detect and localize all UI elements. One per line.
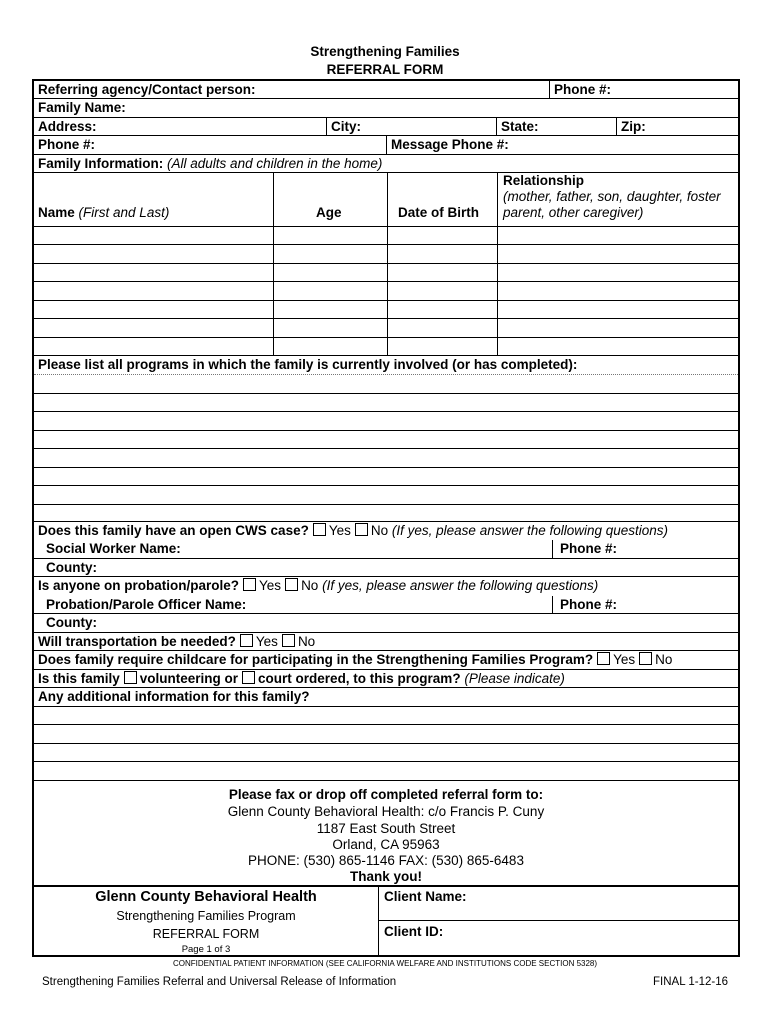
footer-left: Strengthening Families Referral and Universal Release of Information (42, 976, 397, 988)
cws-yes-label: Yes (328, 523, 351, 538)
fax-line4: PHONE: (530) 865-1146 FAX: (530) 865-6483 (248, 853, 524, 868)
volunteering-checkbox[interactable] (124, 671, 137, 684)
page-number: Page 1 of 3 (181, 944, 231, 955)
age-header: Age (316, 205, 342, 220)
referring-phone-label: Phone #: (554, 82, 612, 97)
programs-line[interactable] (34, 468, 738, 486)
family-table-row[interactable] (34, 338, 738, 356)
address-label: Address: (38, 119, 97, 134)
childcare-yes-checkbox[interactable] (597, 652, 610, 665)
programs-line[interactable] (34, 394, 738, 412)
cws-yes-checkbox[interactable] (313, 523, 326, 536)
message-phone-label: Message Phone #: (391, 137, 509, 152)
social-worker-row (34, 540, 738, 559)
name-header-title: Name (38, 205, 75, 220)
family-table-row[interactable] (34, 301, 738, 319)
family-table-row[interactable] (34, 264, 738, 282)
family-table-row[interactable] (34, 227, 738, 245)
additional-row (34, 688, 738, 707)
referral-form (32, 79, 740, 957)
probation-yes-checkbox[interactable] (243, 578, 256, 591)
cws-county-row (34, 559, 738, 577)
childcare-question (38, 652, 672, 667)
transport-question (38, 634, 315, 649)
family-table-row[interactable] (34, 282, 738, 301)
cws-no-checkbox[interactable] (355, 523, 368, 536)
transport-question-text: Will transportation be needed? (38, 634, 236, 649)
additional-label: Any additional information for this family? (38, 689, 310, 704)
relationship-note-2: parent, other caregiver) (503, 205, 644, 220)
cws-note: (If yes, please answer the following questions) (391, 523, 669, 538)
probation-no-checkbox[interactable] (285, 578, 298, 591)
family-table-row[interactable] (34, 245, 738, 264)
cws-question-text: Does this family have an open CWS case? (38, 523, 309, 538)
programs-line[interactable] (34, 505, 738, 522)
phone-label: Phone #: (38, 137, 96, 152)
probation-question (38, 578, 598, 593)
probation-row (34, 577, 738, 596)
cws-county-label: County: (46, 560, 97, 575)
address-row (34, 118, 738, 136)
probation-note: (If yes, please answer the following questions) (322, 578, 599, 593)
confidential-notice: CONFIDENTIAL PATIENT INFORMATION (SEE CALIFORNIA WELFARE AND INSTITUTIONS CODE SECTION 5328) (172, 959, 598, 968)
family-table-header (34, 173, 738, 227)
additional-line[interactable] (34, 744, 738, 762)
dob-header: Date of Birth (398, 205, 479, 220)
fax-section (34, 781, 738, 887)
referring-row (34, 81, 738, 99)
probation-county-row (34, 614, 738, 633)
state-label: State: (501, 119, 539, 134)
family-table-row[interactable] (34, 319, 738, 338)
fax-thanks: Thank you! (349, 869, 422, 884)
cws-no-label: No (370, 523, 389, 538)
programs-line[interactable] (34, 449, 738, 468)
probation-county-label: County: (46, 615, 97, 630)
form-name: REFERRAL FORM (152, 927, 260, 941)
zip-label: Zip: (621, 119, 646, 134)
client-name-label: Client Name: (384, 889, 467, 904)
family-info-title: Family Information: (38, 156, 164, 171)
family-type-part1: Is this family (38, 671, 120, 686)
family-type-question (38, 671, 565, 686)
additional-line[interactable] (34, 725, 738, 744)
fax-line2: 1187 East South Street (316, 821, 456, 836)
relationship-header: Relationship (503, 173, 585, 188)
phone-row (34, 136, 738, 155)
footer-right: FINAL 1-12-16 (653, 976, 728, 988)
org-name: Glenn County Behavioral Health (95, 889, 317, 905)
transport-row (34, 633, 738, 651)
referring-label: Referring agency/Contact person: (38, 82, 256, 97)
family-name-row (34, 99, 738, 118)
form-title-line2: REFERRAL FORM (326, 62, 444, 77)
probation-phone-label: Phone #: (560, 597, 618, 612)
probation-yes-label: Yes (259, 578, 282, 593)
family-info-row (34, 155, 738, 173)
programs-line[interactable] (34, 486, 738, 505)
city-label: City: (331, 119, 361, 134)
programs-line[interactable] (34, 412, 738, 431)
fax-line1: Glenn County Behavioral Health: c/o Francis P. Cuny (227, 804, 545, 819)
table-col-divider (497, 173, 498, 356)
childcare-question-text: Does family require childcare for participating in the Strengthening Families Program? (38, 652, 594, 667)
additional-line[interactable] (34, 762, 738, 781)
programs-row (34, 356, 738, 375)
name-header-note: (First and Last) (78, 205, 170, 220)
probation-officer-row (34, 596, 738, 614)
childcare-no-checkbox[interactable] (639, 652, 652, 665)
childcare-yes-label: Yes (613, 652, 636, 667)
transport-no-label: No (297, 634, 316, 649)
programs-line[interactable] (34, 375, 738, 394)
cws-row (34, 522, 738, 540)
cws-question (38, 523, 668, 538)
programs-label: Please list all programs in which the family is currently involved (or has completed): (38, 357, 578, 372)
family-name-label: Family Name: (38, 100, 126, 115)
family-type-note: (Please indicate) (464, 671, 565, 686)
relationship-note-1: (mother, father, son, daughter, foster (503, 189, 721, 204)
social-worker-phone-label: Phone #: (560, 541, 618, 556)
fax-line3: Orland, CA 95963 (332, 837, 440, 852)
court-ordered-checkbox[interactable] (242, 671, 255, 684)
programs-line[interactable] (34, 431, 738, 449)
family-info-note: (All adults and children in the home) (167, 156, 383, 171)
childcare-no-label: No (655, 652, 673, 667)
family-type-part3: court ordered, to this program? (258, 671, 461, 686)
family-type-part2: volunteering or (139, 671, 239, 686)
probation-officer-label: Probation/Parole Officer Name: (46, 597, 247, 612)
probation-no-label: No (301, 578, 319, 593)
social-worker-label: Social Worker Name: (46, 541, 181, 556)
transport-yes-label: Yes (255, 634, 278, 649)
form-title-line1: Strengthening Families (310, 44, 460, 59)
transport-no-checkbox[interactable] (282, 634, 295, 647)
probation-question-text: Is anyone on probation/parole? (38, 578, 240, 593)
transport-yes-checkbox[interactable] (240, 634, 253, 647)
bottom-section (34, 887, 738, 957)
additional-line[interactable] (34, 707, 738, 725)
fax-heading: Please fax or drop off completed referral form to: (228, 787, 544, 802)
family-info-label (38, 156, 382, 171)
table-col-divider (387, 173, 388, 356)
name-header (38, 205, 169, 220)
client-id-label: Client ID: (384, 924, 444, 939)
family-type-row (34, 670, 738, 688)
childcare-row (34, 651, 738, 670)
program-name: Strengthening Families Program (116, 909, 296, 923)
table-col-divider (273, 173, 274, 356)
